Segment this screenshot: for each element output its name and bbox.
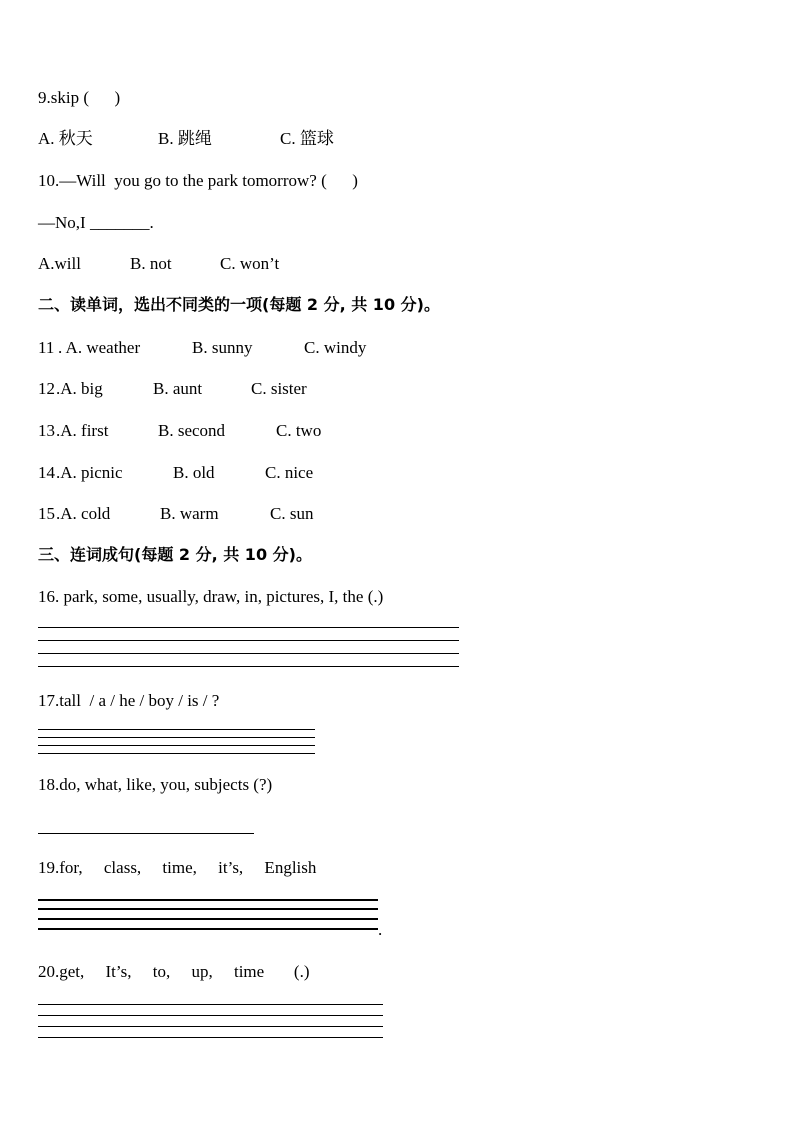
answer-line bbox=[38, 908, 378, 910]
answer-line bbox=[38, 1015, 383, 1016]
answer-line bbox=[38, 653, 459, 654]
answer-line bbox=[38, 899, 378, 901]
question-19-period: . bbox=[378, 920, 383, 939]
option-c: C. sun bbox=[270, 504, 314, 523]
question-number: 11 bbox=[38, 338, 55, 357]
answer-line bbox=[38, 928, 378, 930]
option-a: .A. picnic bbox=[56, 463, 123, 482]
section-3-heading: 三、连词成句(每题 2 分, 共 10 分)。 bbox=[38, 545, 312, 564]
answer-line bbox=[38, 627, 459, 628]
question-18-prompt: 18.do, what, like, you, subjects (?) bbox=[38, 775, 273, 794]
answer-line bbox=[38, 666, 459, 667]
option-a: .A. big bbox=[56, 379, 103, 398]
option-c: C. windy bbox=[304, 338, 367, 357]
answer-line bbox=[38, 640, 459, 641]
section-2-heading: 二、读单词，选出不同类的一项(每题 2 分, 共 10 分)。 bbox=[38, 295, 440, 314]
option-c: C. two bbox=[276, 421, 322, 440]
option-c: C. won’t bbox=[220, 254, 280, 273]
option-b: B. old bbox=[173, 463, 215, 482]
option-c: C. 篮球 bbox=[280, 129, 334, 148]
question-20-prompt: 20.get, It’s, to, up, time (.) bbox=[38, 962, 310, 981]
option-a: .A. cold bbox=[56, 504, 111, 523]
question-10-answer-line: —No,I _______. bbox=[38, 213, 154, 232]
question-number: 15 bbox=[38, 504, 55, 523]
option-b: B. second bbox=[158, 421, 226, 440]
option-b: B. 跳绳 bbox=[158, 129, 212, 148]
option-c: C. sister bbox=[251, 379, 307, 398]
option-b: B. not bbox=[130, 254, 172, 273]
question-number: 13 bbox=[38, 421, 55, 440]
answer-line bbox=[38, 833, 254, 834]
question-number: 12 bbox=[38, 379, 55, 398]
question-19-prompt: 19.for, class, time, it’s, English bbox=[38, 858, 317, 877]
option-a: .A. first bbox=[56, 421, 109, 440]
answer-line bbox=[38, 753, 315, 754]
question-10-stem: 10.—Will you go to the park tomorrow? ( ) bbox=[38, 171, 358, 190]
answer-line bbox=[38, 729, 315, 730]
answer-line bbox=[38, 1037, 383, 1038]
question-number: 14 bbox=[38, 463, 55, 482]
option-b: B. warm bbox=[160, 504, 219, 523]
answer-line bbox=[38, 1026, 383, 1027]
option-a: . A. weather bbox=[58, 338, 141, 357]
question-17-prompt: 17.tall / a / he / boy / is / ? bbox=[38, 691, 220, 710]
option-b: B. aunt bbox=[153, 379, 203, 398]
answer-line bbox=[38, 1004, 383, 1005]
answer-line bbox=[38, 745, 315, 746]
question-16-prompt: 16. park, some, usually, draw, in, pictures, I, the (.) bbox=[38, 587, 384, 606]
option-c: C. nice bbox=[265, 463, 314, 482]
option-a: A. 秋天 bbox=[38, 129, 93, 148]
question-9-stem: 9.skip ( ) bbox=[38, 88, 121, 107]
option-b: B. sunny bbox=[192, 338, 253, 357]
answer-line bbox=[38, 918, 378, 920]
answer-line bbox=[38, 737, 315, 738]
option-a: A.will bbox=[38, 254, 81, 273]
